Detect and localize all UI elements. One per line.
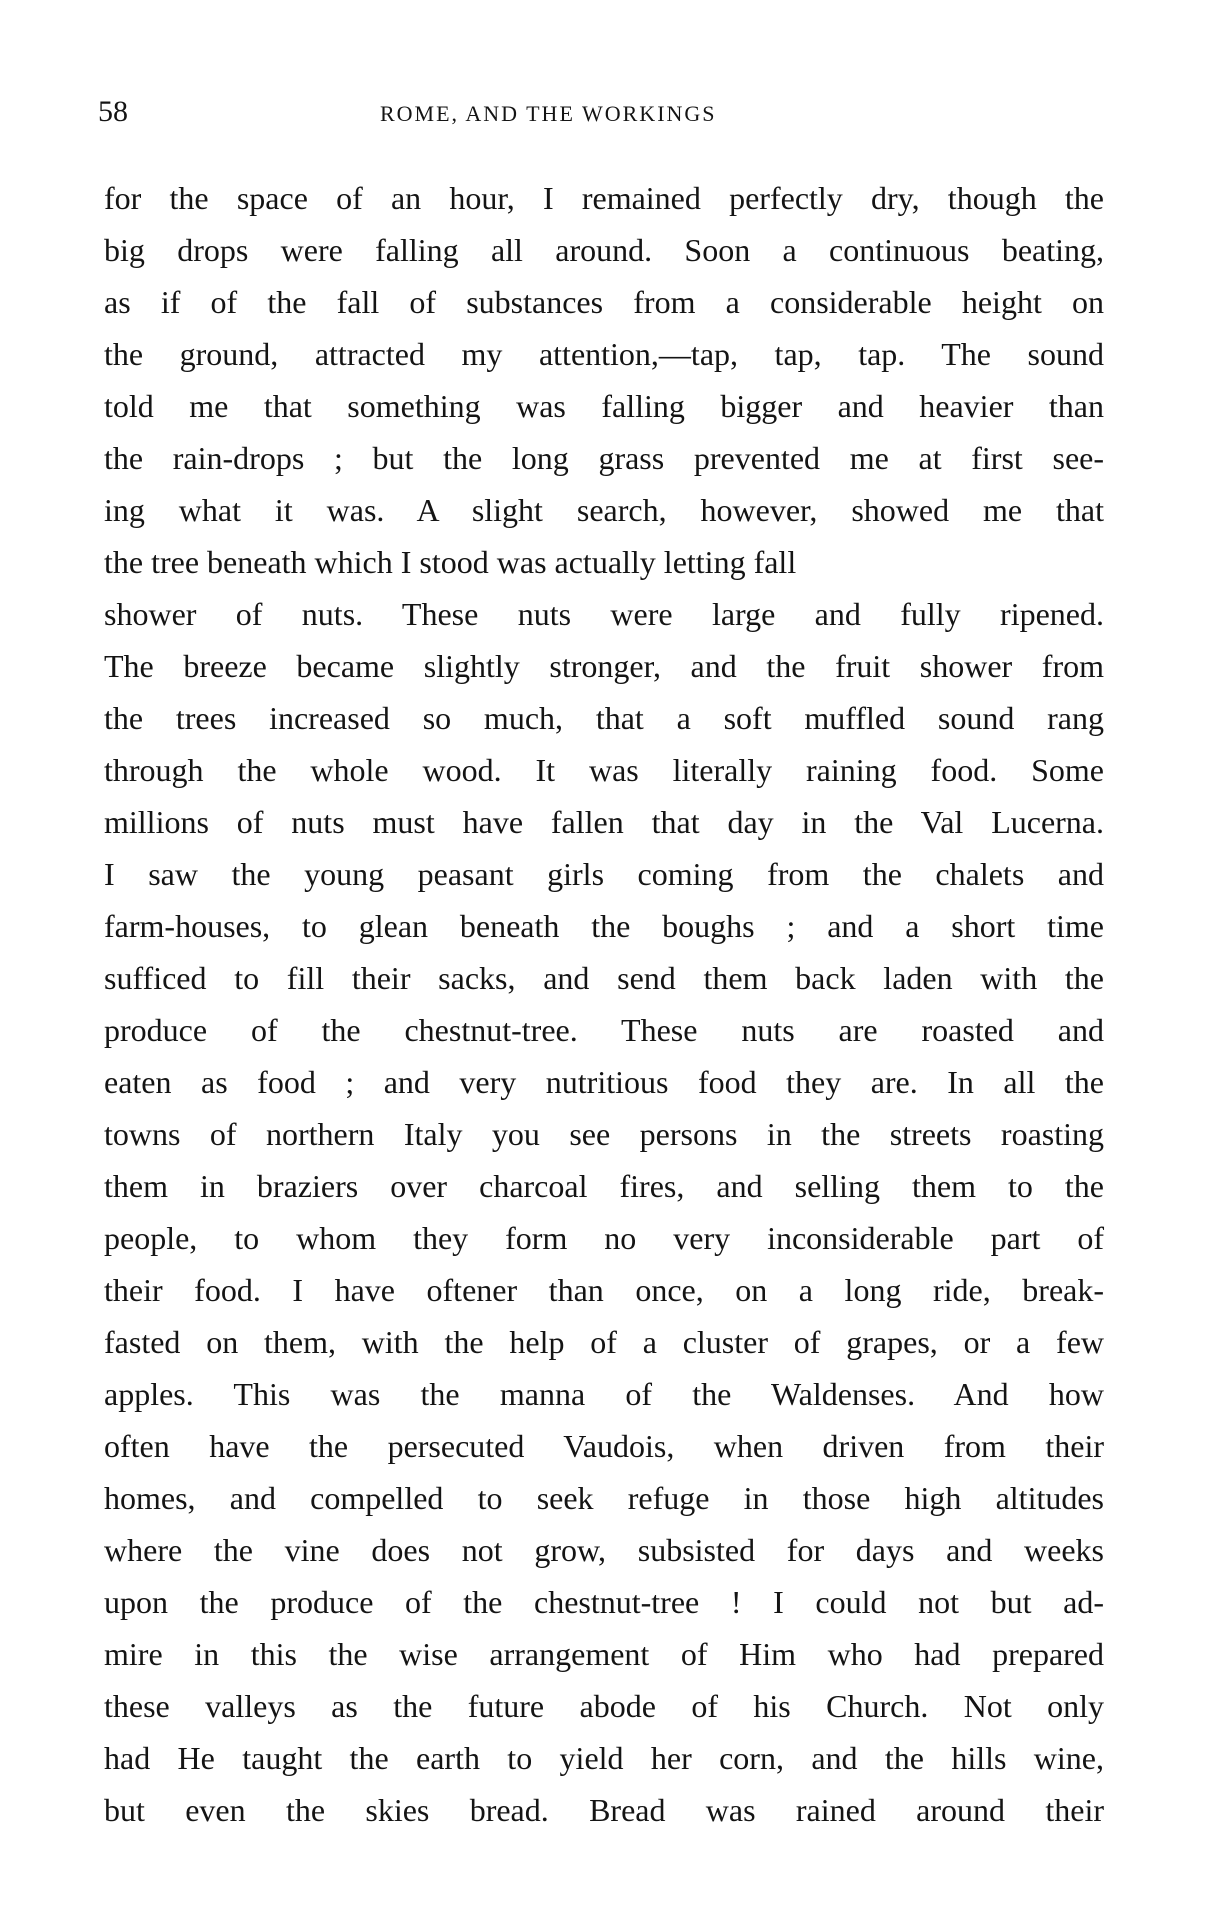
text-line: farm-houses, to glean beneath the boughs ; and a short time [104, 908, 1104, 944]
text-line: millions of nuts must have fallen that day in the Val Lucerna. [104, 804, 1104, 840]
text-line: eaten as food ; and very nutritious food they are. In all the [104, 1064, 1104, 1100]
text-line: but even the skies bread. Bread was rained around their [104, 1792, 1104, 1828]
text-line: often have the persecuted Vaudois, when driven from their [104, 1428, 1104, 1464]
text-line: through the whole wood. It was literally raining food. Some [104, 752, 1104, 788]
text-line: produce of the chestnut-tree. These nuts are roasted and [104, 1012, 1104, 1048]
text-line: where the vine does not grow, subsisted for days and weeks [104, 1532, 1104, 1568]
text-line: mire in this the wise arrangement of Him who had prepared [104, 1636, 1104, 1672]
running-head [98, 92, 1098, 132]
text-line: told me that something was falling bigger and heavier than [104, 388, 1104, 424]
running-title: ROME, AND THE WORKINGS [380, 101, 717, 126]
text-line: ing what it was. A slight search, however, showed me that [104, 492, 1104, 528]
text-line: people, to whom they form no very inconsiderable part of [104, 1220, 1104, 1256]
body-text [104, 172, 1104, 1836]
text-line: them in braziers over charcoal fires, and selling them to the [104, 1168, 1104, 1204]
text-line: the tree beneath which I stood was actually letting fall [104, 544, 797, 580]
text-line: towns of northern Italy you see persons in the streets roasting [104, 1116, 1104, 1152]
text-line: fasted on them, with the help of a cluster of grapes, or a few [104, 1324, 1104, 1360]
text-line: the ground, attracted my attention,—tap, tap, tap. The sound [104, 336, 1104, 372]
page-number: 58 [98, 95, 128, 128]
text-line: had He taught the earth to yield her corn, and the hills wine, [104, 1740, 1104, 1776]
text-line: these valleys as the future abode of his Church. Not only [104, 1688, 1104, 1724]
text-line: sufficed to fill their sacks, and send them back laden with the [104, 960, 1104, 996]
text-line: shower of nuts. These nuts were large and fully ripened. [104, 596, 1104, 632]
text-line: the trees increased so much, that a soft muffled sound rang [104, 700, 1104, 736]
text-line: homes, and compelled to seek refuge in those high altitudes [104, 1480, 1104, 1516]
text-line: upon the produce of the chestnut-tree ! I could not but ad- [104, 1584, 1104, 1620]
text-line: for the space of an hour, I remained perfectly dry, though the [104, 180, 1104, 216]
text-line: the rain-drops ; but the long grass prevented me at first see- [104, 440, 1104, 476]
text-line: as if of the fall of substances from a considerable height on [104, 284, 1104, 320]
text-line: The breeze became slightly stronger, and the fruit shower from [104, 648, 1104, 684]
text-line: big drops were falling all around. Soon a continuous beating, [104, 232, 1104, 268]
text-line: their food. I have oftener than once, on a long ride, break- [104, 1272, 1104, 1308]
text-line: I saw the young peasant girls coming from the chalets and [104, 856, 1104, 892]
text-line: apples. This was the manna of the Waldenses. And how [104, 1376, 1104, 1412]
